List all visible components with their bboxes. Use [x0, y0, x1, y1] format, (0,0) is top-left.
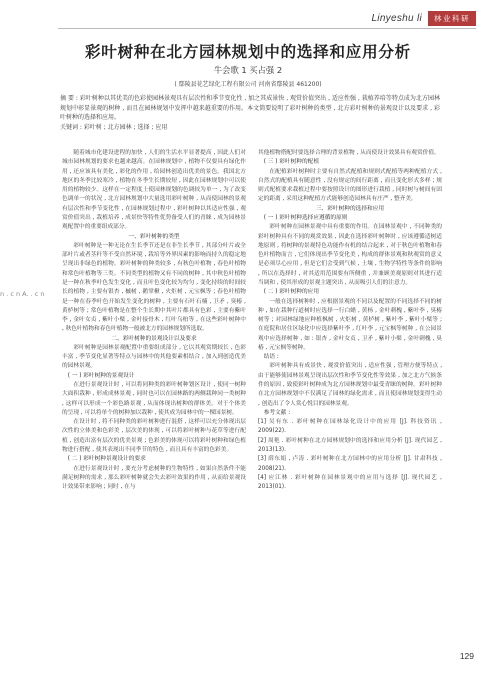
body-column-left: [62, 149, 246, 492]
article-title: 彩叶树种在北方园林规划中的选择和应用分析: [84, 43, 411, 61]
subsection-heading: ( 二 ) 彩叶树种的应用: [263, 289, 320, 296]
reference-item: [2] 周艳 . 彩叶树种在北方园林规划中的选择和应用分析 [J]. 现代园艺 , 2013(13).: [258, 437, 442, 453]
section-heading: 三、彩叶树种的选择和应用: [315, 205, 385, 212]
paragraph: 彩叶树种是一种无论在生长季节还是在非生长季节 , 其部分叶片或全部叶片或者茎秆等不受自然环境 , 栽培等外界因素的影响而持久的稳定地呈现出非绿色的植物。彩叶树种的种类较多 , 有秋色叶植物 , 春色叶植物和常色叶植物等三类。不同类型的植物又有不同的树种 , 其中秋色叶植物是一种在秋季叶色发生变化 , 而且叶色变化较为均匀 , 变化持续的时间较长的植物 , 主要有银杏 , 槭树 , 鹅掌楸 , 火炬树 , 元宝枫等 ; 春色叶植物是一种在春季叶色开始发生变化的树种 , 主要有石叶石楠 , 卫矛 , 臭椿 , 黄栌树等 ; 常色叶植物是在整个生长期中其叶片都具有色彩 , 主要有紫叶李 , 金叶女贞 , 紫叶小檗 , 金叶接骨木 , 红叶乌桕等 , 在这些彩叶树种中 , 秋色叶植物和春色叶植物一般被北方的园林规划所选取。: [62, 242, 246, 333]
header-rule: [58, 28, 476, 29]
subsection-heading: 参考文献 :: [263, 409, 291, 416]
reference-item: [1] 吴有东 . 彩叶树种在园林绿化设计中的应用 [J]. 科技资讯 , 2009(22).: [258, 419, 442, 435]
paragraph: 其他植物搭配时要选择合理的背景植物 , 从而使设计效果具有观赏价值。: [258, 150, 440, 156]
watermark-text: n . c n A. . c n: [0, 290, 45, 298]
abstract: 摘 要 : 彩叶树种以其优美的色彩使园林景观具有层次性和季节变化性 , 加之其成景快 , 观赏价值突出 , 适应性强 , 栽植养培等特点成为北方园林规划中彰显景观的树种 , 而且在园林规划中发挥中越来越重要的作用。本文简要说明了彩叶树种的类型 , 北方彩叶树种的景观设计以及要求 , 彩叶树种的选择和应用。: [60, 95, 440, 122]
front-matter: [60, 94, 440, 132]
subsection-heading: 结语 :: [263, 354, 279, 361]
paragraph: 彩叶树种在园林景观中具有重要的作用。在园林景观中 , 不同种类的彩叶树种具有不同的观赏效果 , 因此在选择彩叶树种时 , 应该遵循适树适地原则 , 将树种的景观特色功能作有机的结合起来 , 对于秋色叶植物和春色叶植物而言 , 它们体现出季节变化美 , 构成的群体景观和秋观赏的意义是必须尽心应用 , 但是它们会受到气候 , 土壤 , 生物学特性等条件的影响 , 所以在选择时 , 对其适用范围要有所侧重 , 并兼顾美观原则对其进行适当调和 , 使其形成的景观主题突出 , 从而吸引人们的注意力。: [258, 224, 442, 286]
journal-name: Linyeshu li: [371, 12, 422, 24]
paragraph: 在进行景观设计时 , 要充分考虑树种的生物特性 , 如果自然条件不能满足树种的需求 , 那么彩叶树种就会失去彩叶效果的作用 , 从而给景观设计效果带来影响 ; 同时 , 在与: [62, 465, 246, 491]
body-column-right: [258, 149, 442, 492]
paragraph: 彩叶树种具有成景快 , 观赏价值突出 , 适应性强 , 管理方便等特点 , 由于能够使园林景观呈现出层次性和季节变化性等效果 , 加之北方气候条件的原因 , 致使彩叶树种成为北方园林规划中最受青睐的树种。彩叶树种在北方园林规划中不仅满足了园林的绿化需求 , 而且使园林规划变得生动 , 创造出了令人赏心悦目的园林景观。: [258, 363, 442, 407]
authors: 牛会歌 1 买占强 2: [213, 65, 283, 75]
column-badge: 林业科研: [428, 11, 476, 26]
running-header: [371, 10, 476, 26]
paragraph: 在进行景观设计时 , 可以将同种类的彩叶树种划区设计 , 使同一树种大面积栽种 , 形成成林景观 , 同时也可以在园林路的两侧栽种同一类树种 , 这样可以形成一个彩色路景观 , 从而体现出树种的群体美。对于个体美的呈现 , 可以将单个的树种加以栽种 , 使其成为园林中的一棵园景树。: [62, 382, 246, 416]
paragraph: 在配植彩叶树种时主要有自然式配植和规则式配植等两种配植方式 , 自然式的配植具有随意性 , 没有规定的间行距离 , 而且变化形式多样 ; 规则式配植要求栽植过程中要按照设计的图形进行栽植 , 同时树与树间有固定的距离 , 采用这种配植方式能够创造园林具有庄严 , 整齐美。: [258, 168, 442, 203]
subsection-heading: ( 一 ) 彩叶树种的景观设计: [67, 372, 135, 379]
reference-item: [4] 应江林 . 彩叶树种在园林景观中的应用与选择 [J]. 现代园艺 , 2013(01).: [258, 474, 442, 491]
affiliation: ( 鄢陵县花艺绿化工程有限公司 河南省鄢陵县 461200): [174, 81, 322, 88]
reference-item: [3] 薛东娟 , 卢涛 . 彩叶树种在北方园林中的应用分析 [J]. 甘肃科技 , 2008(21).: [258, 456, 442, 472]
subsection-heading: ( 一 ) 彩叶树种选择应遵循的原则: [263, 214, 348, 221]
subsection-heading: ( 二 ) 彩叶树种景观设计的要求: [67, 456, 146, 463]
keywords: 关键词 : 彩叶树 ; 北方园林 ; 选择 ; 应用: [60, 123, 168, 131]
subsection-heading: ( 三 ) 彩叶树种的配植: [263, 159, 320, 166]
paragraph: 随着城市化建设进程的加快 , 人们的生活水平显著提高 , 因此人们对城市园林规划的要求也越来越高。在园林规划中 , 植物不仅要具有绿化作用 , 还应该具有美化 , 彩化的作用 , 给园林创造出优美的景色。我国北方地区的冬季比较寒冷 , 植物在冬季生长期较短 , 因此在园林规划中可以使用的植物较少。这样在一定程度上使园林规划的色调较为单一 , 为了改变色调单一的状况 , 北方园林规划中大量选用彩叶树种 , 从而使园林的景观有层次性和季节变化性 , 在园林规划过程中 , 彩叶树种以其适应性强 , 观赏价值突出 , 栽植培养 , 成景快等特性优势备受人们的青睐 , 成为园林景观配置中的重要组成部分。: [62, 150, 246, 231]
paragraph: 在设计时 , 将不同种类的彩叶树种进行混搭 , 这样可以充分体现出层次性的立体美和色彩美 , 层次美的体现 , 可以将彩叶树种与花草等进行配植 , 创造出富有层次的优美景观 ; 色彩美的体现可以将彩叶树种和绿色植物进行搭配 , 使其表现出不同季节的特色 , 而且具有丰富的色彩美。: [62, 419, 246, 453]
section-heading: 二、彩叶树种的景观设计以及要求: [111, 335, 197, 342]
paragraph: 彩叶树种是园林景观配置中重要组成部分 , 它以其观赏期较长 , 色彩丰富 , 季节变化显著等特点与园林中的其他要素相结合 , 加入到创造优美的园林景观。: [62, 344, 246, 370]
paragraph: 一般在选择树种时 , 应根据景观的不同以及配置的不同选择不同的树种 , 如在栽种行道树时应选择一行白蜡 , 黄杨 , 金叶刺槐 , 紫叶李 , 臭椿树等 ; 对园林绿地应种植枫树 , 火炬树 , 黄栌树 , 紫叶李 , 紫叶小檗等 ; 在庭院和居住区绿化中应选择紫叶李 , 红叶李 , 元宝枫等树种 , 在公园景观中应选择树种 , 如 : 银杏 , 金叶女贞 , 卫矛 , 紫叶小檗 , 金叶刺槐 , 臭椿 , 元宝枫等树种。: [258, 298, 442, 351]
page-number: 129: [459, 651, 474, 661]
section-heading: 一、彩叶树种的类型: [128, 233, 180, 240]
